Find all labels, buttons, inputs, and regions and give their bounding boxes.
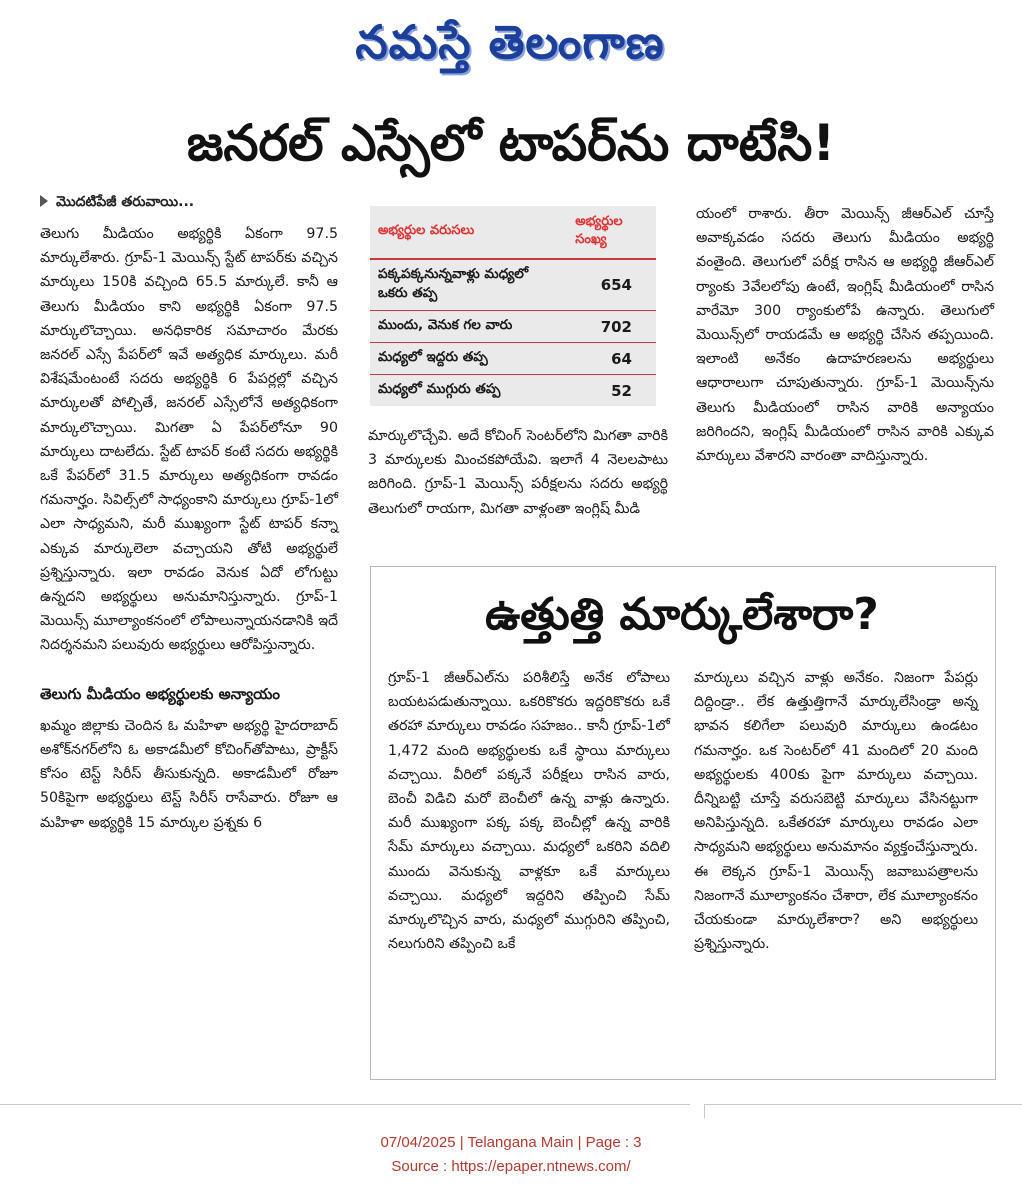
sidebar-story-paragraph-right: మార్కులు వచ్చిన వాళ్లు అనేకం. నిజంగా పేపర్లు దిద్దిండ్రా.. లేక ఉత్తుత్తిగానే మార్కులేసిండ్రా అన్న భావన కలిగేలా పలువురి మార్కులు ఉండటం గమనార్హం. ఒక సెంటర్‌లో 41 మందిలో 20 మంది అభ్యర్థులకు 400కు పైగా మార్కులు వచ్చాయి. దీన్నిబట్టి చూస్తే వరుసబెట్టి మార్కులు వేసినట్టుగా అనిపిస్తున్నది. ఒకేతరహా మార్కులు రావడం ఎలా సాధ్యమని అభ్యర్థులు అనుమానం వ్యక్తంచేస్తున్నారు. ఈ లెక్కన గ్రూప్‌-1 మెయిన్స్‌ జవాబుపత్రాలను నిజంగానే మూల్యాంకనం చేశారా, లేక మూల్యాంకనం చేయకుండా మార్కులేశారా? అని అభ్యర్థులు ప్రశ్నిస్తున్నారు. (694, 670, 978, 953)
sidebar-story-column-left (388, 666, 670, 956)
page-headline: జనరల్ ఎస్సేలో టాపర్‌ను దాటేసి! (186, 114, 836, 172)
column1-paragraph-2: ఖమ్మం జిల్లాకు చెందిన ఓ మహిళా అభ్యర్థి హైదరాబాద్‌ అశోక్‌నగర్‌లోని ఓ అకాడమీలో కోచింగ్‌తోపాటు, ప్రాక్టీస్‌ కోసం టెస్ట్‌ సిరీస్‌ తీసుకున్నది. అకాడమీలో రోజూ 50కిపైగా అభ్యర్థులు టెస్ట్‌ సిరీస్‌ రాసేవారు. రోజూ ఆ మహిళా అభ్యర్థికి 15 మార్కుల ప్రశ్నకు 6 (40, 717, 338, 831)
table-cell-label: ముందు, వెనుక గల వారు (370, 311, 567, 343)
sidebar-story-column-right (694, 666, 978, 956)
column2-paragraph: మార్కులొచ్చేవి. అదే కోచింగ్‌ సెంటర్‌లోని మిగతా వారికి 3 మార్కులకు మించకపోయేవి. ఇలాగే 4 నెలలపాటు జరిగింది. గ్రూప్‌-1 మెయిన్స్‌ పరీక్షలను సదరు అభ్యర్థి తెలుగులో రాయగా, మిగతా వాళ్లంతా ఇంగ్లిష్‌ మీడి (368, 428, 668, 517)
article-column-1 (40, 222, 338, 835)
masthead-logo (300, 12, 720, 84)
column3-paragraph: యంలో రాశారు. తీరా మెయిన్స్‌ జీఆర్‌ఎల్‌ చూస్తే అవాక్కవడం సదరు తెలుగు మీడియం అభ్యర్థి వంతైంది. తెలుగులో పరీక్ష రాసిన ఆ అభ్యర్థి జీఆర్‌ఎల్‌ ర్యాంకు 3వేలలోపు ఉంటే, ఇంగ్లిష్‌ మీడియంలో రాసిన వారేమో 300 ర్యాంకులోపే ఉన్నారు. తెలుగులో మెయిన్స్‌లో రాయడమే ఆ అభ్యర్థి చేసిన తప్పయింది. ఇలాంటి అనేకం ఉదాహరణలను అభ్యర్థులు ఆధారాలుగా చూపుతున్నారు. గ్రూప్‌-1 మెయిన్స్‌ను తెలుగు మీడియంలో రాసిన వారికి అన్యాయం జరిగిందని, ఇంగ్లిష్‌ మీడియంలో రాసిన వారికి ఎక్కువ మార్కులు వేశారని వారంతా వాదిస్తున్నారు. (696, 206, 994, 465)
continuation-kicker (40, 194, 194, 213)
table-cell-label: మధ్యలో ఇద్దరు తప్ప (370, 343, 567, 375)
column1-paragraph-1: తెలుగు మీడియం అభ్యర్థికి ఏకంగా 97.5 మార్కులేశారు. గ్రూప్‌-1 మెయిన్స్‌ స్టేట్‌ టాపర్‌కు వచ్చిన మార్కులు 150కి వచ్చింది 65.5 మార్కులే. కానీ ఆ తెలుగు మీడియం కాని అభ్యర్థికి ఏకంగా 97.5 మార్కులొచ్చాయి. అనధికారిక సమాచారం మేరకు జనరల్‌ ఎస్సే పేపర్‌లో ఇవే అత్యధిక మార్కులు. మరీ విశేషమేంటంటే సదరు అభ్యర్థికి 6 పేపర్లల్లో వచ్చిన మార్కులతో పోల్చితే, జనరల్‌ ఎస్సేలోనే అత్యధికంగా మార్కులొచ్చాయి. మిగతా ఏ పేపర్‌లోనూ 90 మార్కులు దాటలేదు. స్టేట్‌ టాపర్‌ కంటే సదరు అభ్యర్థికి ఒకే పేపర్‌లో 31.5 మార్కులు అత్యధికంగా రావడం గమనార్హం. సివిల్స్‌లో సాధ్యంకాని మార్కులు గ్రూప్‌-1లో ఎలా సాధ్యమని, మరీ ముఖ్యంగా స్టేట్‌ టాపర్‌ కన్నా ఎక్కువ మార్కులెలా వచ్చాయని తోటి అభ్యర్థులే ప్రశ్నిస్తున్నారు. ఇలా రావడం వెనుక ఏదో లోగుట్టు ఉన్నదని అభ్యర్థులు అనుమానిస్తున్నారు. గ్రూప్‌-1 మెయిన్స్‌ మూల్యాంకనంలో లోపాలున్నాయనడానికి ఇదే నిదర్శనమని పలువురు అభ్యర్థులు ఆరోపిస్తున్నారు. (40, 226, 338, 654)
footer-source-link[interactable]: Source : https://epaper.ntnews.com/ (391, 1158, 631, 1175)
footer-edition-info: 07/04/2025 | Telangana Main | Page : 3 (380, 1134, 642, 1151)
bottom-divider-tick (704, 1104, 705, 1118)
table-row (370, 259, 656, 311)
bottom-divider-right (704, 1104, 1022, 1105)
candidates-table (370, 206, 656, 406)
sidebar-story-paragraph-left: గ్రూప్‌-1 జీఆర్‌ఎల్‌ను పరిశీలిస్తే అనేక లోపాలు బయటపడుతున్నాయి. ఒకరికొకరు ఇద్దరికొకరు ఒకే తరహా మార్కులు రావడం సహజం.. కానీ గ్రూప్‌-1లో 1,472 మంది అభ్యర్థులకు ఒకే స్థాయి మార్కులు వచ్చాయి. వీరిలో పక్కనే పరీక్షలు రాసిన వారు, బెంచీ విడిచి మరో బెంచీలో ఉన్న వాళ్లు ఉన్నారు. మరీ ముఖ్యంగా పక్క పక్క బెంచీల్లో ఉన్న వారికి సేమ్‌ మార్కులు వచ్చాయి. మధ్యలో ఒకరిని వదిలి ముందు వెనుకున్న వాళ్లకూ ఒకే మార్కులు వచ్చాయి. మధ్యలో ఇద్దరిని తప్పించి సేమ్‌ మార్కులొచ్చిన వారు, మధ్యలో ముగ్గురిని తప్పించి, నలుగురిని తప్పించి ఒకే (388, 670, 670, 953)
article-column-3 (696, 202, 994, 468)
table-cell-value: 702 (567, 311, 656, 343)
column1-subheading: తెలుగు మీడియం అభ్యర్థులకు అన్యాయం (40, 684, 281, 703)
sidebar-story-title: ఉత్తుత్తి మార్కులేశారా? (485, 589, 879, 640)
kicker-text: మొదటిపేజీ తరువాయి... (56, 194, 195, 210)
table-cell-label: మధ్యలో ముగ్గురు తప్ప (378, 381, 501, 397)
table-cell-label: పక్కపక్కనున్నవాళ్లు మధ్యలో ఒకరు తప్ప (370, 259, 567, 311)
table-header-row (370, 206, 656, 259)
table-cell-value: 654 (567, 259, 656, 311)
chevron-right-icon (40, 195, 48, 207)
bottom-divider-left (0, 1104, 690, 1105)
table-header-count: అభ్యర్థుల సంఖ్య (567, 206, 656, 259)
article-column-2 (368, 424, 668, 521)
table-header-rows: అభ్యర్థుల వరుసలు (370, 206, 567, 259)
table-row (370, 311, 656, 343)
masthead-logo-text: నమస్తే తెలంగాణ (355, 15, 665, 69)
table-row (370, 343, 656, 375)
table-row (370, 375, 656, 407)
table-cell-value: 64 (567, 343, 656, 375)
table-cell-value: 52 (611, 381, 632, 400)
